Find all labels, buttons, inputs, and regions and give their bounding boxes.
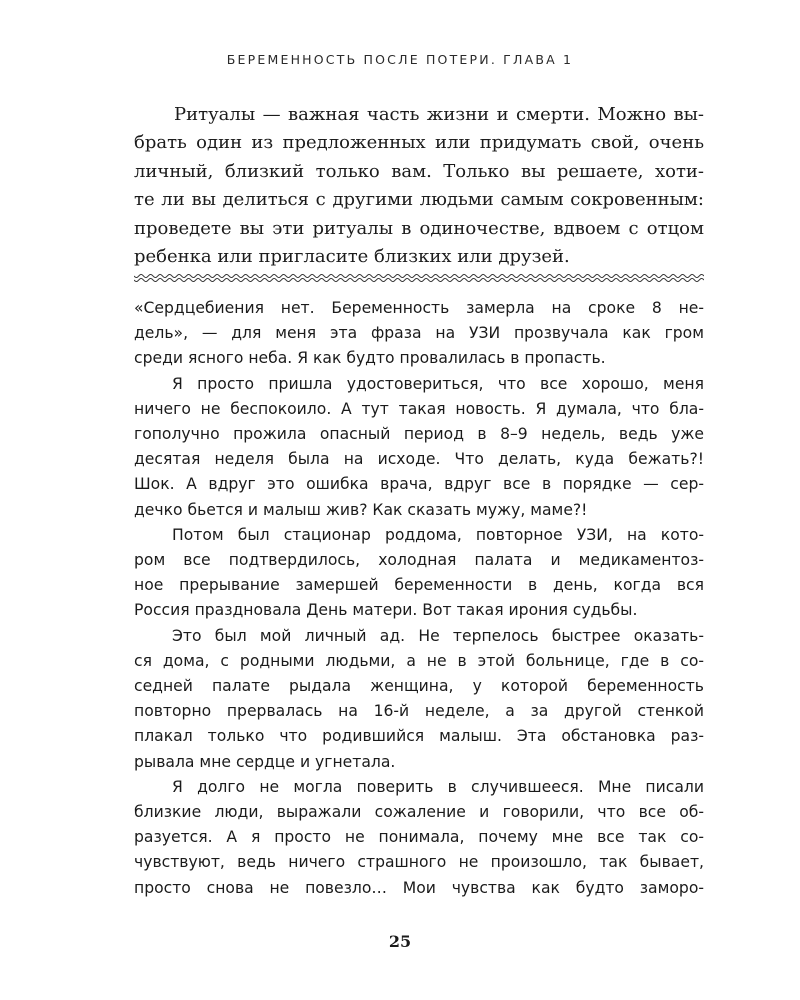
text-line: плакал только что родившийся малыш. Эта обстановка раз- (134, 727, 704, 746)
text-line: дечко бьется и малыш жив? Как сказать мужу, маме?! (134, 500, 588, 519)
text-line: Я просто пришла удостовериться, что все хорошо, меня (172, 374, 704, 393)
page-number: 25 (388, 932, 412, 951)
text-line: Это был мой личный ад. Не терпелось быстрее оказать- (172, 626, 704, 645)
text-line: ничего не беспокоило. А тут такая новость. Я думала, что бла- (134, 399, 704, 418)
ritual-paragraph (134, 101, 704, 271)
text-line: «Сердцебиения нет. Беременность замерла на сроке 8 не- (134, 299, 704, 317)
text-line: ребенка или пригласите близких или друзей. (134, 246, 570, 268)
text-line: те ли вы делиться с другими людьми самым сокровенным: (134, 189, 704, 211)
text-line: Я долго не могла поверить в случившееся. Мне писали (172, 777, 704, 796)
wavy-divider (134, 270, 704, 288)
text-line: среди ясного неба. Я как будто провалилась в пропасть. (134, 349, 606, 368)
text-line: Ритуалы — важная часть жизни и смерти. Можно вы- (174, 104, 704, 125)
story-text (134, 296, 704, 901)
text-line: повторно прервалась на 16-й неделе, а за другой стенкой (134, 702, 704, 721)
text-line: разуется. А я просто не понимала, почему мне все так со- (134, 828, 704, 847)
running-head: БЕРЕМЕННОСТЬ ПОСЛЕ ПОТЕРИ. ГЛАВА 1 (226, 52, 574, 67)
text-line: близкие люди, выражали сожаление и говорили, что все об- (134, 803, 704, 822)
wavy-line-bottom (134, 278, 704, 281)
text-line: седней палате рыдала женщина, у которой беременность (134, 677, 704, 696)
text-line: гополучно прожила опасный период в 8–9 недель, ведь уже (134, 425, 704, 444)
wavy-line-top (134, 274, 704, 277)
text-line: просто снова не повезло… Мои чувства как будто заморо- (134, 878, 704, 897)
text-line: личный, близкий только вам. Только вы решаете, хоти- (134, 160, 704, 182)
text-line: десятая неделя была на исходе. Что делать, куда бежать?! (134, 450, 704, 469)
text-line: ром все подтвердилось, холодная палата и медикаментоз- (134, 551, 704, 570)
text-line: брать один из предложенных или придумать свой, очень (134, 132, 704, 154)
text-line: дель», — для меня эта фраза на УЗИ прозвучала как гром (134, 324, 704, 343)
text-line: рывала мне сердце и угнетала. (134, 752, 396, 771)
text-line: ся дома, с родными людьми, а не в этой больнице, где в со- (134, 651, 704, 670)
text-line: чувствуют, ведь ничего страшного не произошло, так бывает, (134, 853, 704, 872)
text-line: проведете вы эти ритуалы в одиночестве, вдвоем с отцом (134, 217, 704, 239)
text-line: Россия праздновала День матери. Вот такая ирония судьбы. (134, 601, 638, 620)
text-line: Потом был стационар роддома, повторное УЗИ, на кото- (172, 525, 704, 544)
text-line: ное прерывание замершей беременности в день, когда вся (134, 576, 704, 595)
text-line: Шок. А вдруг это ошибка врача, вдруг все в порядке — сер- (134, 475, 704, 494)
